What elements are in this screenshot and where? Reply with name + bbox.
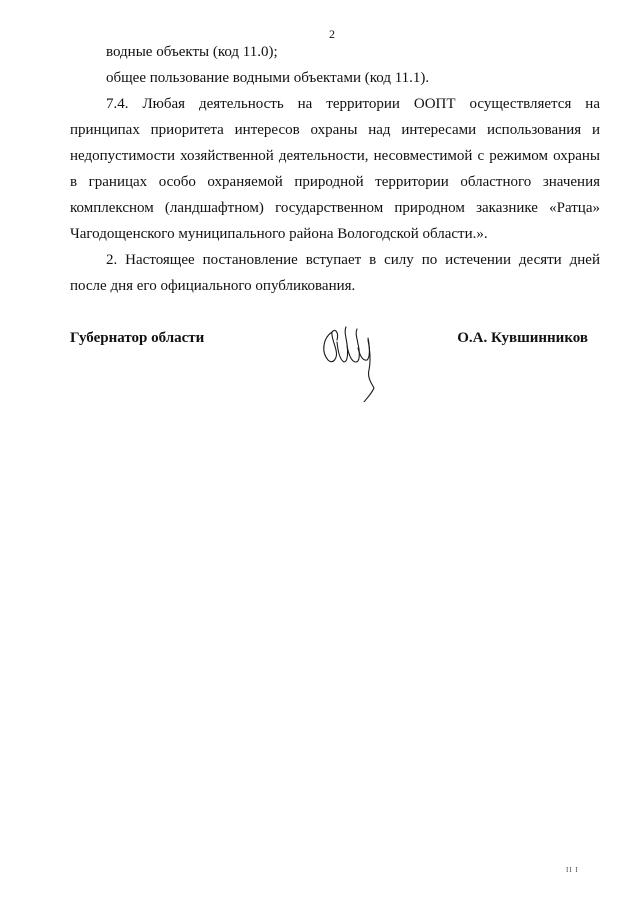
signatory-title: Губернатор области — [70, 330, 205, 346]
signatory-name: О.А. Кувшинников — [457, 330, 588, 346]
paragraph-effective-date: 2. Настоящее постановление вступает в силу по истечении десяти дней после дня его официального опубликования. — [70, 252, 600, 294]
paragraph-clause-7-4: 7.4. Любая деятельность на территории ООПТ осуществляется на принципах приоритета интересов охраны над интересами использования и недопустимости хозяйственной деятельности, несовместимой с режимом охраны в границах особо охраняемой природной территории областного значения комплексном (ландшафтном) государственном природном заказнике «Ратца» Чагодощенского муниципального района Вологодской области.». — [70, 96, 600, 242]
paragraph-water-objects: водные объекты (код 11.0); — [106, 44, 278, 60]
footer-mark: II I — [566, 866, 579, 874]
page-number: 2 — [329, 27, 335, 41]
handwritten-signature — [318, 318, 384, 402]
document-body — [70, 39, 600, 299]
paragraph-water-use: общее пользование водными объектами (код 11.1). — [106, 70, 430, 86]
